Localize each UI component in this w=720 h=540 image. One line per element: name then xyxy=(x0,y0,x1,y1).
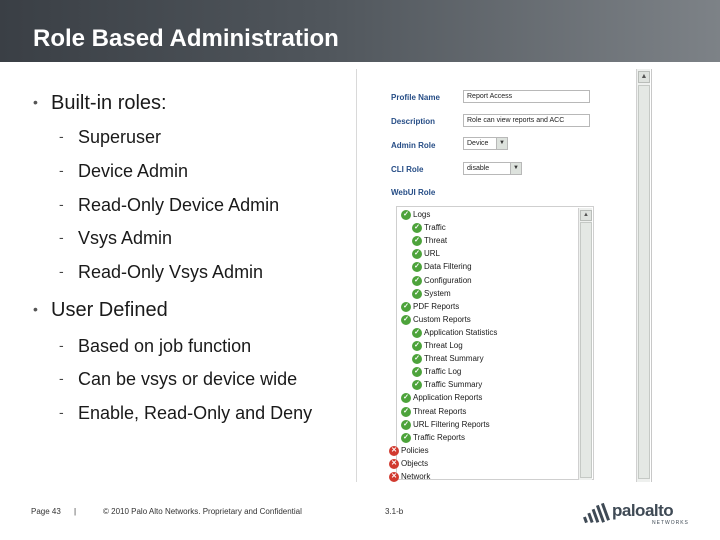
check-circle-icon[interactable]: ✓ xyxy=(401,407,411,417)
tree-item[interactable] xyxy=(414,222,446,234)
chevron-down-icon[interactable]: ▼ xyxy=(496,138,507,149)
x-circle-icon[interactable]: ✕ xyxy=(389,446,399,456)
scroll-up-icon[interactable]: ▲ xyxy=(580,210,592,221)
tree-item[interactable] xyxy=(414,327,498,339)
bullet-dot: • xyxy=(33,94,38,110)
x-circle-icon[interactable]: ✕ xyxy=(389,459,399,469)
tree-item-label: PDF Reports xyxy=(413,302,460,311)
check-circle-icon[interactable]: ✓ xyxy=(412,249,422,259)
tree-item[interactable] xyxy=(403,392,483,404)
paloalto-logo-icon xyxy=(582,501,610,527)
scroll-thumb[interactable] xyxy=(580,222,592,478)
description-label: Description xyxy=(391,117,436,126)
x-circle-icon[interactable]: ✕ xyxy=(389,472,399,482)
tree-item[interactable] xyxy=(391,471,431,483)
user-defined-item: - Can be vsys or device wide xyxy=(59,369,298,389)
tree-item-label: Configuration xyxy=(424,276,472,285)
check-circle-icon[interactable]: ✓ xyxy=(401,210,411,220)
tree-item[interactable] xyxy=(414,288,451,300)
check-circle-icon[interactable]: ✓ xyxy=(401,433,411,443)
tree-item-label: URL xyxy=(424,249,441,258)
check-circle-icon[interactable]: ✓ xyxy=(412,341,422,351)
logo-wordmark: paloalto xyxy=(612,501,674,520)
check-circle-icon[interactable]: ✓ xyxy=(412,236,422,246)
tree-item-label: Threat Log xyxy=(424,341,463,350)
profile-name-label: Profile Name xyxy=(391,93,440,102)
tree-item-label: Policies xyxy=(401,446,429,455)
cli-role-select[interactable]: disable ▼ xyxy=(463,162,522,175)
tree-item-label: URL Filtering Reports xyxy=(413,420,490,429)
copyright-text: © 2010 Palo Alto Networks. Proprietary and Confidential xyxy=(103,507,302,516)
check-circle-icon[interactable]: ✓ xyxy=(412,367,422,377)
builtin-item: - Superuser xyxy=(59,127,162,147)
bullet-dot: • xyxy=(33,301,38,317)
tree-item[interactable] xyxy=(414,340,463,352)
tree-item-label: Threat Reports xyxy=(413,407,467,416)
tree-item-label: Logs xyxy=(413,210,431,219)
slide-title: Role Based Administration xyxy=(33,25,339,52)
scroll-up-icon[interactable]: ▲ xyxy=(638,71,650,83)
tree-item[interactable] xyxy=(403,432,466,444)
logo-subtext: NETWORKS xyxy=(652,520,689,526)
webui-role-label: WebUI Role xyxy=(391,188,436,197)
tree-item-label: Traffic Reports xyxy=(413,433,466,442)
tree-item[interactable] xyxy=(414,235,448,247)
check-circle-icon[interactable]: ✓ xyxy=(412,223,422,233)
bullet-builtin: • Built-in roles: xyxy=(33,92,167,114)
tree-item[interactable] xyxy=(403,406,467,418)
description-field[interactable]: Role can view reports and ACC xyxy=(463,114,590,127)
tree-item-label: Custom Reports xyxy=(413,315,471,324)
builtin-item: - Vsys Admin xyxy=(59,228,173,248)
check-circle-icon[interactable]: ✓ xyxy=(412,354,422,364)
paloalto-logo xyxy=(582,500,692,528)
check-circle-icon[interactable]: ✓ xyxy=(412,289,422,299)
tree-item-label: System xyxy=(424,289,451,298)
tree-item-label: Network xyxy=(401,472,431,481)
check-circle-icon[interactable]: ✓ xyxy=(401,393,411,403)
tree-item[interactable] xyxy=(414,379,483,391)
admin-role-label: Admin Role xyxy=(391,141,436,150)
tree-item-label: Threat xyxy=(424,236,448,245)
check-circle-icon[interactable]: ✓ xyxy=(401,315,411,325)
check-circle-icon[interactable]: ✓ xyxy=(401,420,411,430)
panel-scrollbar[interactable] xyxy=(636,69,650,482)
cli-role-label: CLI Role xyxy=(391,165,424,174)
bullet-user-defined: • User Defined xyxy=(33,299,168,321)
user-defined-item: - Based on job function xyxy=(59,336,252,356)
scroll-thumb[interactable] xyxy=(638,85,650,479)
tree-item-label: Objects xyxy=(401,459,429,468)
builtin-item: - Read-Only Vsys Admin xyxy=(59,262,264,282)
check-circle-icon[interactable]: ✓ xyxy=(412,262,422,272)
builtin-item: - Read-Only Device Admin xyxy=(59,195,280,215)
tree-item[interactable] xyxy=(391,458,429,470)
tree-item-label: Threat Summary xyxy=(424,354,484,363)
check-circle-icon[interactable]: ✓ xyxy=(412,276,422,286)
tree-item[interactable] xyxy=(403,209,431,221)
tree-item[interactable] xyxy=(403,301,460,313)
slide-header xyxy=(0,0,720,62)
admin-role-select[interactable]: Device ▼ xyxy=(463,137,508,150)
profile-name-field[interactable]: Report Access xyxy=(463,90,590,103)
slide-code: 3.1-b xyxy=(385,507,404,516)
tree-scrollbar[interactable] xyxy=(578,208,592,480)
tree-item[interactable] xyxy=(414,261,472,273)
tree-item-label: Traffic xyxy=(424,223,446,232)
tree-item-label: Data Filtering xyxy=(424,262,472,271)
tree-item[interactable] xyxy=(414,248,441,260)
tree-item-label: Traffic Log xyxy=(424,367,462,376)
page-number: Page 43 xyxy=(31,507,61,516)
tree-item[interactable] xyxy=(403,314,471,326)
tree-item-label: Application Statistics xyxy=(424,328,498,337)
user-defined-item: - Enable, Read-Only and Deny xyxy=(59,403,313,423)
tree-item-label: Application Reports xyxy=(413,393,483,402)
tree-item[interactable] xyxy=(391,445,429,457)
check-circle-icon[interactable]: ✓ xyxy=(412,380,422,390)
tree-item-label: Traffic Summary xyxy=(424,380,483,389)
builtin-item: - Device Admin xyxy=(59,161,189,181)
check-circle-icon[interactable]: ✓ xyxy=(401,302,411,312)
check-circle-icon[interactable]: ✓ xyxy=(412,328,422,338)
tree-item[interactable] xyxy=(414,275,472,287)
tree-item[interactable] xyxy=(403,419,490,431)
footer-separator: | xyxy=(74,507,77,516)
chevron-down-icon[interactable]: ▼ xyxy=(510,163,521,174)
tree-item[interactable] xyxy=(414,353,484,365)
tree-item[interactable] xyxy=(414,366,462,378)
